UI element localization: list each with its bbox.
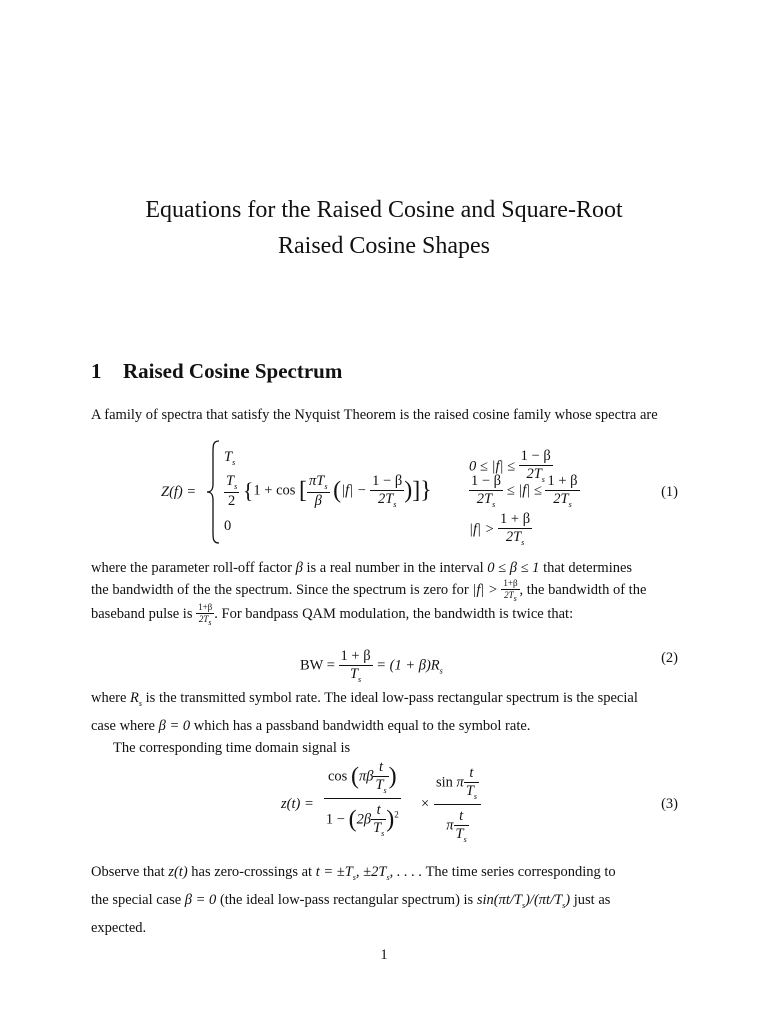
eq1-case1-condition: 0 ≤ |f| ≤ $\frac{1 - \beta}{2T_s}$ — [469, 448, 551, 484]
eq3-times: × — [421, 796, 430, 812]
page-number: 1 — [380, 947, 388, 963]
section-number: 1 — [91, 359, 102, 383]
eq2-content: BW = $\frac{1 + \beta}{T_s}$ = $(1 + \beta)R_s$ — [300, 648, 443, 684]
eq1-lhs: Z(f) = — [161, 484, 197, 500]
eq1-case3-value: 0 — [224, 518, 232, 534]
eq2-number: (2) — [661, 650, 678, 666]
equation-1 — [91, 436, 678, 548]
eq3-lhs: z(t) = — [281, 796, 314, 812]
eq1-case2-condition: $\frac{1 - \beta}{2T_s}$ ≤ |f| ≤ $\frac{1 + \beta}{2T_s}$ — [471, 473, 578, 509]
equation-3 — [91, 758, 678, 850]
section-title: Raised Cosine Spectrum — [123, 359, 343, 383]
title-line-2: Raised Cosine Shapes — [278, 233, 490, 259]
eq1-number: (1) — [661, 484, 678, 500]
eq3-number: (3) — [661, 796, 678, 812]
paper-title — [0, 192, 768, 264]
paragraph-rolloff: where the parameter roll-off factor β is a real number in the interval 0 ≤ β ≤ 1 that determines the bandwidth of the the spectrum. Since the spectrum is zero for |f| > $\frac{1+\beta}{2T_s}$ , the bandwidth of the baseband pulse is $\frac{1+\beta}{2T_s}$ . For bandpass QAM modulation, the bandwidth is twice that: — [91, 560, 647, 627]
eq3-main-fraction: cos (πβ $\frac{t}{T_s}$ ) 1 − (2β $\frac{t}{T_s}$ )$^2$ — [325, 759, 399, 838]
paragraph-zero-crossings: Observe that z(t) has zero-crossings at $t = \pm T_s$, $\pm 2T_s$, . . . . The time series corresponding to the special case β = 0 (the ideal low-pass rectangular spectrum) is $\sin(\pi t/T_s)/(\pi t/T_s)$ just as expected. — [91, 864, 616, 936]
paragraph-intro: A family of spectra that satisfy the Nyquist Theorem is the raised cosine family whose spectra are — [91, 407, 658, 423]
paragraph-symbol-rate: where $R_s$ is the transmitted symbol rate. The ideal low-pass rectangular spectrum is the special case where β = 0 which has a passband bandwidth equal to the symbol rate. The corresponding time domain signal is — [91, 690, 638, 756]
equation-2 — [91, 638, 678, 684]
eq3-sinc-fraction: sin π $\frac{t}{T_s}$ π $\frac{t}{T_s}$ — [434, 766, 481, 844]
eq1-case1-value: $T_s$ — [224, 449, 236, 467]
eq1-case3-condition: |f| > $\frac{1 + \beta}{2T_s}$ — [469, 511, 531, 547]
title-line-1: Equations for the Raised Cosine and Square-Root — [145, 197, 623, 223]
section-heading — [91, 359, 342, 384]
eq1-case2-value: $\frac{T_s}{2}$ {1 + cos [ $\frac{\pi T_s}{\beta}$ (|f| − $\frac{1 - \beta}{2T_s}$ )]} — [226, 473, 432, 509]
eq1-left-brace — [206, 440, 222, 544]
